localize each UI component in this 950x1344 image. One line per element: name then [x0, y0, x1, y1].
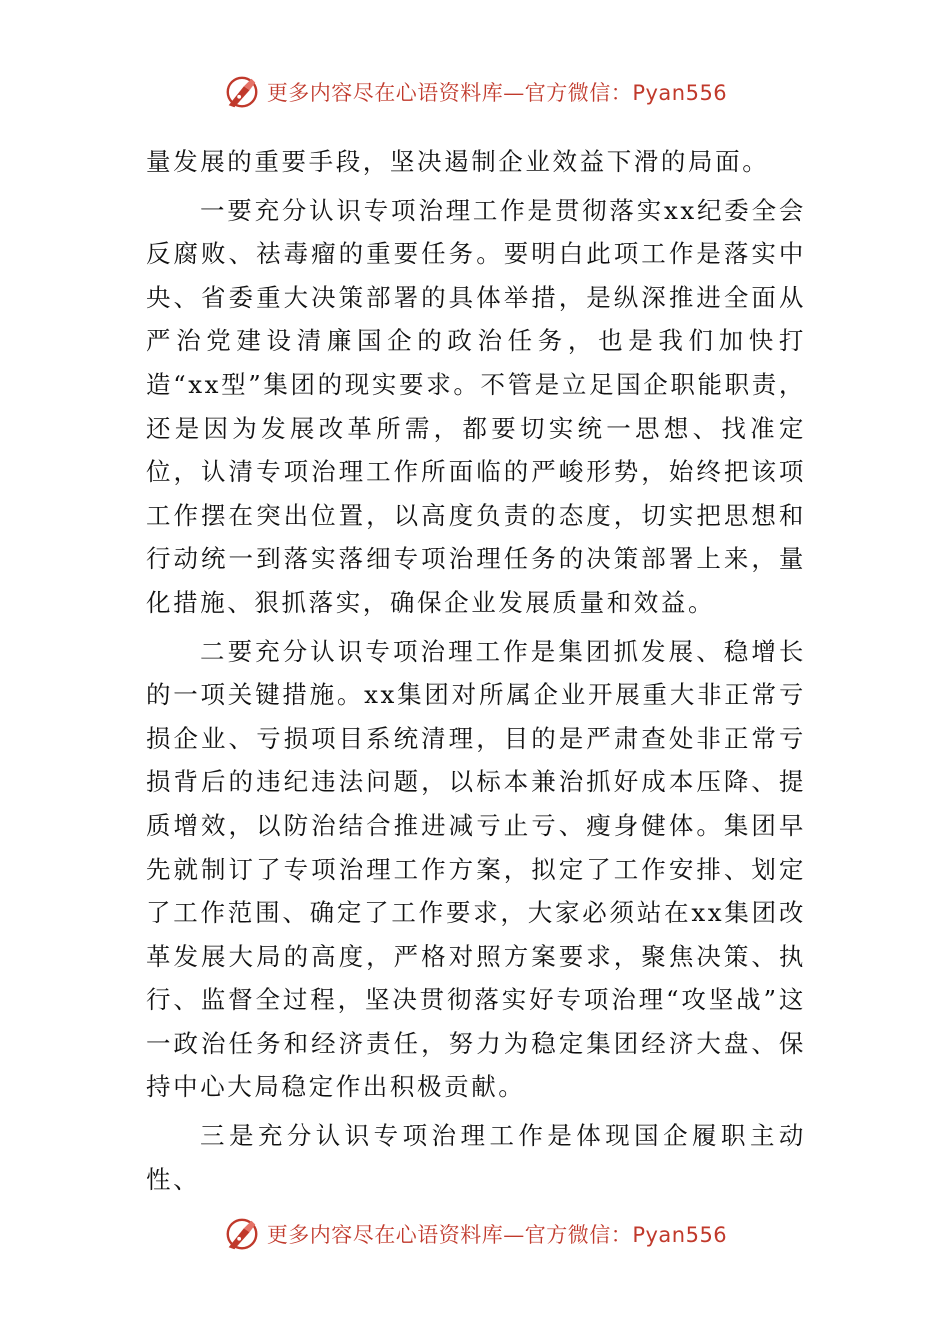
paragraph-point-one: 一要充分认识专项治理工作是贯彻落实xx纪委全会反腐败、祛毒瘤的重要任务。要明白此项工作是落实中央、省委重大决策部署的具体举措，是纵深推进全面从严治党建设清廉国企的政治任务，也是我们加快打造“xx型”集团的现实要求。不管是立足国企职能职责，还是因为发展改革所需，都要切实统一思想、找准定位，认清专项治理工作所面临的严峻形势，始终把该项工作摆在突出位置，以高度负责的态度，切实把思想和行动统一到落实落细专项治理任务的决策部署上来，量化措施、狠抓落实，确保企业发展质量和效益。	[146, 195, 806, 617]
paragraph-point-three: 三是充分认识专项治理工作是体现国企履职主动性、	[146, 1121, 806, 1194]
document-body	[146, 140, 806, 1206]
pen-nib-logo-icon	[223, 73, 261, 111]
wechat-id: Pyan556	[632, 1223, 728, 1247]
paragraph-point-two: 二要充分认识专项治理工作是集团抓发展、稳增长的一项关键措施。xx集团对所属企业开展重大非正常亏损企业、亏损项目系统清理，目的是严肃查处非正常亏损背后的违纪违法问题，以标本兼治抓好成本压降、提质增效，以防治结合推进减亏止亏、瘦身健体。集团早先就制订了专项治理工作方案，拟定了工作安排、划定了工作范围、确定了工作要求，大家必须站在xx集团改革发展大局的高度，严格对照方案要求，聚焦决策、执行、监督全过程，坚决贯彻落实好专项治理“攻坚战”这一政治任务和经济责任，努力为稳定集团经济大盘、保持中心大局稳定作出积极贡献。	[146, 636, 806, 1102]
wechat-id: Pyan556	[632, 81, 728, 105]
footer-watermark	[0, 1214, 950, 1254]
watermark-text: 更多内容尽在心语资料库—官方微信：Pyan556	[266, 81, 728, 105]
watermark-text: 更多内容尽在心语资料库—官方微信：Pyan556	[266, 1223, 728, 1247]
header-watermark	[0, 72, 950, 112]
pen-nib-logo-icon	[223, 1215, 261, 1253]
paragraph-continuation: 量发展的重要手段，坚决遏制企业效益下滑的局面。	[146, 147, 770, 176]
